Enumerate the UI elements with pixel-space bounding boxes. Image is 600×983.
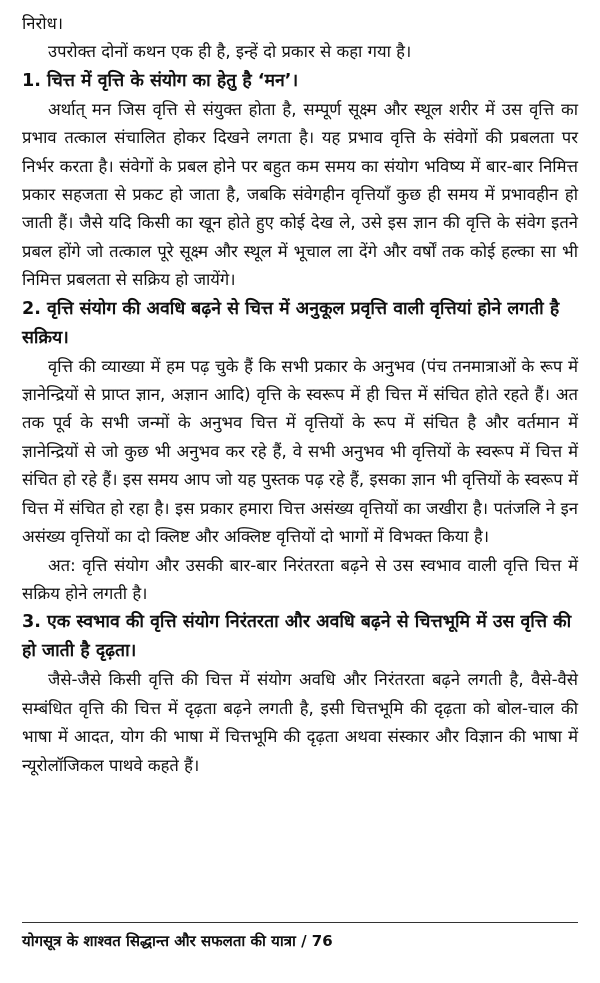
paragraph-conclusion: अत: वृत्ति संयोग और उसकी बार-बार निरंतरता बढ़ने से उस स्वभाव वाली वृत्ति चित्त में सक्रिय होने लगती है। — [22, 555, 578, 603]
heading-1: 1. चित्त में वृत्ति के संयोग का हेतु है ‘मन’। — [22, 70, 299, 91]
paragraph-habit: जैसे-जैसे किसी वृत्ति की चित्त में संयोग अवधि और निरंतरता बढ़ने लगती है, वैसे-वैसे सम्बंधित वृत्ति की चित्त में दृढ़ता बढ़ने लगती है, इसी चित्तभूमि की दृढ़ता को बोल-चाल की भाषा में आदत, योग की भाषा में चित्तभूमि की दृढ़ता अथवा संस्कार और विज्ञान की भाषा में न्यूरोलॉजिकल पाथवे कहते हैं। — [22, 670, 578, 775]
paragraph-mind: अर्थात् मन जिस वृत्ति से संयुक्त होता है, सम्पूर्ण सूक्ष्म और स्थूल शरीर में उस वृत्ति का प्रभाव तत्काल संचालित होकर दिखने लगता है। यह प्रभाव वृत्ति के संवेगों की प्रबलता पर निर्भर करता है। संवेगों के प्रबल होने पर बहुत कम समय का संयोग भविष्य में बार-बार निमित्त प्रकार सहजता से प्रकट हो जाता है, जबकि संवेगहीन वृत्तियाँ कुछ ही समय में प्रभावहीन हो जाती हैं। जैसे यदि किसी का खून होते हुए कोई देख ले, उसे इस ज्ञान की वृत्ति के संवेग इतने प्रबल होंगे जो तत्काल पूरे सूक्ष्म और स्थूल में भूचाल ला देंगे और वर्षों तक कोई हल्का सा भी निमित्त प्रबलता से सक्रिय हो जायेंगे। — [22, 99, 578, 290]
paragraph-intro: उपरोक्त दोनों कथन एक ही है, इन्हें दो प्रकार से कहा गया है। — [48, 42, 412, 62]
heading-2: 2. वृत्ति संयोग की अवधि बढ़ने से चित्त में अनुकूल प्रवृत्ति वाली वृत्तियां होने लगती है सक्रिय। — [22, 298, 560, 348]
paragraph-continuation: निरोध। — [22, 14, 64, 33]
page-footer: योगसूत्र के शाश्वत सिद्धान्त और सफलता की यात्रा / 76 — [22, 932, 333, 950]
footer-divider — [22, 922, 578, 923]
heading-3: 3. एक स्वभाव की वृत्ति संयोग निरंतरता और अवधि बढ़ने से चित्तभूमि में उस वृत्ति की हो जाती है दृढ़ता। — [22, 612, 572, 662]
paragraph-experience: वृत्ति की व्याख्या में हम पढ़ चुके हैं कि सभी प्रकार के अनुभव (पंच तनमात्राओं के रूप में ज्ञानेन्द्रियों से प्राप्त ज्ञान, अज्ञान आदि) वृत्ति के स्वरूप में ही चित्त में संचित होते रहते हैं। अत तक पूर्व के सभी जन्मों के अनुभव चित्त में वृत्तियों के रूप में संचित है और वर्तमान में ज्ञानेन्द्रियों से जो कुछ भी अनुभव कर रहे हैं, वे सभी अनुभव भी वृत्तियों के स्वरूप में चित्त में संचित हो रहे हैं। इस समय आप जो यह पुस्तक पढ़ रहे हैं, इसका ज्ञान भी वृत्तियों के स्वरूप में चित्त में संचित हो रहा है। इस प्रकार हमारा चित्त असंख्य वृत्तियों का जखीरा है। पतंजलि ने इन असंख्य वृत्तियों का दो क्लिष्ट और अक्लिष्ट वृत्तियों दो भागों में विभक्त किया है। — [22, 356, 578, 547]
